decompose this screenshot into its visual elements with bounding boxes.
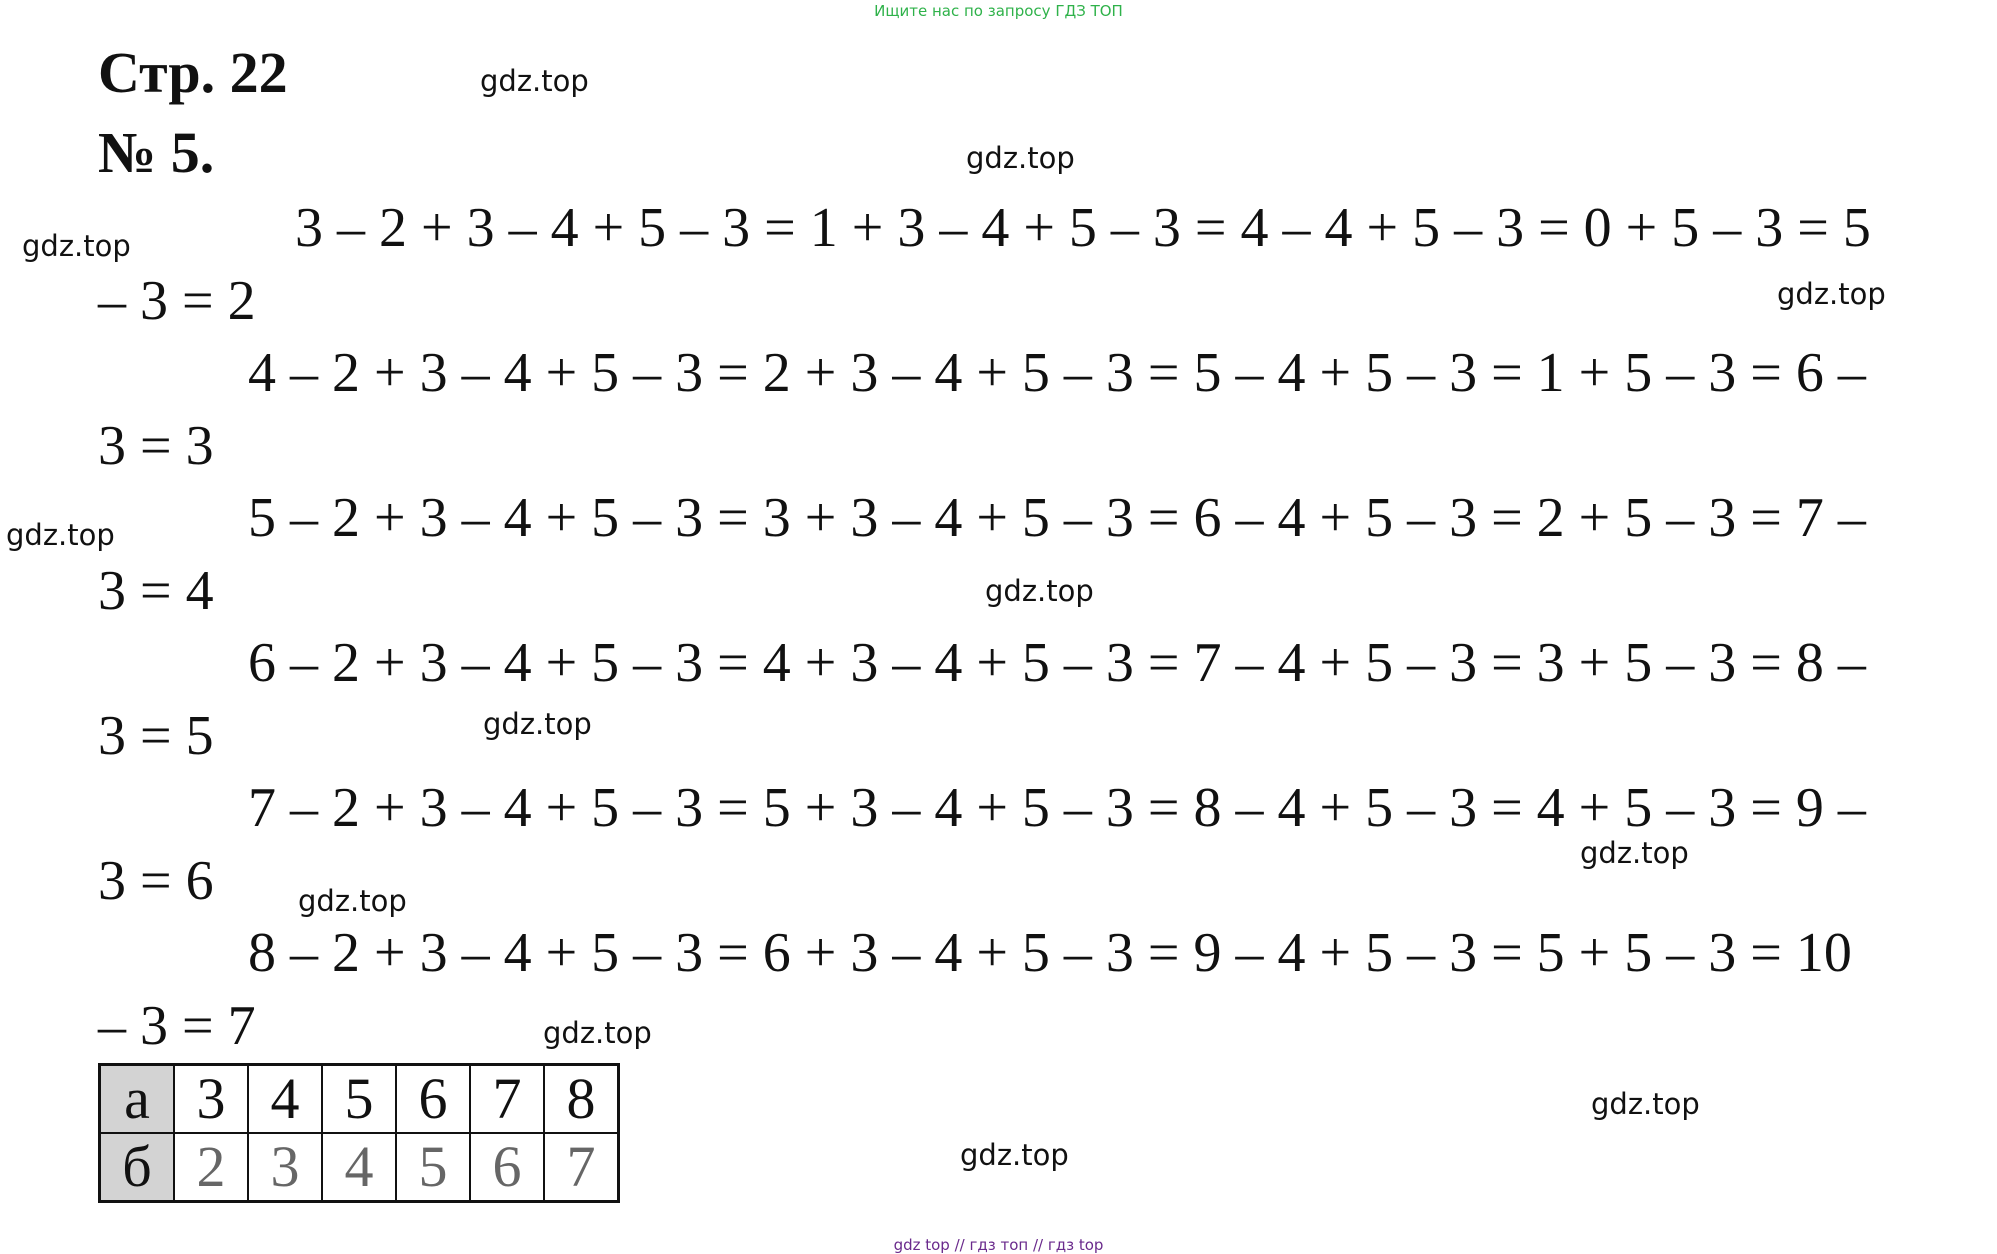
table-cell: 8 — [544, 1065, 619, 1134]
equation-line-3-cont: 3 = 4 — [98, 560, 214, 622]
table-cell: 5 — [322, 1065, 396, 1134]
watermark: gdz.top — [480, 64, 589, 98]
answer-table — [98, 1063, 620, 1203]
watermark: gdz.top — [960, 1138, 1069, 1172]
equation-line-2-cont: 3 = 3 — [98, 415, 214, 477]
equation-line-1-cont: – 3 = 2 — [98, 270, 256, 332]
table-row-head: б — [100, 1133, 175, 1202]
watermark: gdz.top — [1777, 277, 1886, 311]
table-cell: 5 — [396, 1133, 470, 1202]
table-cell: 4 — [248, 1065, 322, 1134]
watermark: gdz.top — [483, 707, 592, 741]
watermark: gdz.top — [6, 518, 115, 552]
equation-line-3: 5 – 2 + 3 – 4 + 5 – 3 = 3 + 3 – 4 + 5 – 3 = 6 – 4 + 5 – 3 = 2 + 5 – 3 = 7 – — [248, 487, 1866, 549]
table-row-head: а — [100, 1065, 175, 1134]
equation-line-1: 3 – 2 + 3 – 4 + 5 – 3 = 1 + 3 – 4 + 5 – 3 = 4 – 4 + 5 – 3 = 0 + 5 – 3 = 5 — [295, 197, 1871, 259]
page-heading: Стр. 22 — [98, 40, 288, 105]
table-cell: 7 — [470, 1065, 544, 1134]
equation-line-6-cont: – 3 = 7 — [98, 995, 256, 1057]
equation-line-5-cont: 3 = 6 — [98, 850, 214, 912]
watermark: gdz.top — [966, 141, 1075, 175]
task-number: № 5. — [98, 120, 215, 185]
watermark: gdz.top — [985, 574, 1094, 608]
table-row — [100, 1065, 619, 1134]
table-cell: 6 — [470, 1133, 544, 1202]
equation-line-2: 4 – 2 + 3 – 4 + 5 – 3 = 2 + 3 – 4 + 5 – 3 = 5 – 4 + 5 – 3 = 1 + 5 – 3 = 6 – — [248, 342, 1866, 404]
watermark: gdz.top — [22, 229, 131, 263]
footer-links[interactable]: gdz top // гдз топ // гдз top — [893, 1236, 1104, 1254]
table-cell: 6 — [396, 1065, 470, 1134]
equation-line-4-cont: 3 = 5 — [98, 705, 214, 767]
table-cell: 2 — [174, 1133, 248, 1202]
top-banner: Ищите нас по запросу ГДЗ ТОП — [874, 2, 1123, 20]
table-cell: 4 — [322, 1133, 396, 1202]
watermark: gdz.top — [1580, 836, 1689, 870]
equation-line-4: 6 – 2 + 3 – 4 + 5 – 3 = 4 + 3 – 4 + 5 – 3 = 7 – 4 + 5 – 3 = 3 + 5 – 3 = 8 – — [248, 632, 1866, 694]
table-cell: 3 — [248, 1133, 322, 1202]
watermark: gdz.top — [1591, 1087, 1700, 1121]
table-cell: 7 — [544, 1133, 619, 1202]
watermark: gdz.top — [298, 884, 407, 918]
table-row — [100, 1133, 619, 1202]
equation-line-6: 8 – 2 + 3 – 4 + 5 – 3 = 6 + 3 – 4 + 5 – 3 = 9 – 4 + 5 – 3 = 5 + 5 – 3 = 10 — [248, 922, 1852, 984]
watermark: gdz.top — [543, 1016, 652, 1050]
equation-line-5: 7 – 2 + 3 – 4 + 5 – 3 = 5 + 3 – 4 + 5 – 3 = 8 – 4 + 5 – 3 = 4 + 5 – 3 = 9 – — [248, 777, 1866, 839]
table-cell: 3 — [174, 1065, 248, 1134]
